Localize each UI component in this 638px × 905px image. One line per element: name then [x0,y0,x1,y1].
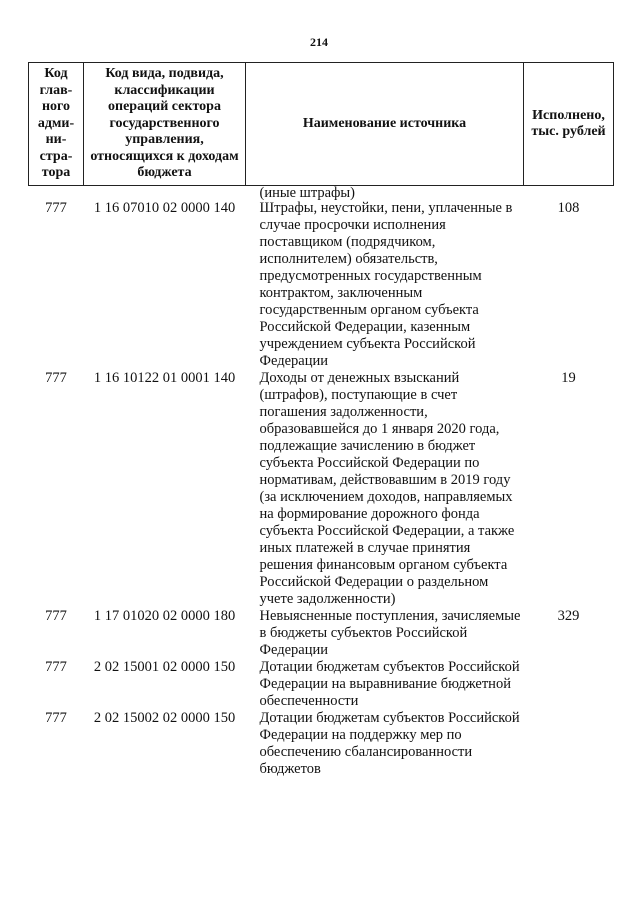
table-row [29,659,614,710]
admin-code: 777 [45,659,67,675]
header-budget-code: Код вида, подвида, классификации операций сектора государственного управления, относящихся к доходам бюджета [84,63,246,186]
source-name: Штрафы, неустойки, пени, уплаченные в случае просрочки исполнения поставщиком (подрядчиком, исполнителем) обязательств, предусмотренных государственным контрактом, заключенным государственным органом субъекта Российской Федерации, казенным учреждением субъекта Российской Федерации [259,200,513,369]
amount: 108 [557,200,580,216]
table-header-row [29,63,614,186]
admin-code: 777 [45,608,67,624]
header-source-name: Наименование источника [246,63,524,186]
source-name: Доходы от денежных взысканий (штрафов), поступающие в счет погашения задолженности, образовавшейся до 1 января 2020 года, подлежащие зачислению в бюджет субъекта Российской Федерации по нормативам, действовавшим в 2019 году (за исключением доходов, направляемых на формирование дорожного фонда субъекта Российской Федерации, а также иных платежей в случае принятия решения финансовым органом субъекта Российской Федерации о раздельном учете задолженности) [259,370,515,607]
source-name: Дотации бюджетам субъектов Российской Федерации на поддержку мер по обеспечению сбалансированности бюджетов [259,710,520,777]
table-row [29,370,614,608]
amount [524,710,614,778]
header-admin-code: Код глав-ного адми-ни-стра-тора [29,63,84,186]
amount [524,659,614,710]
header-amount: Исполнено, тыс. рублей [524,63,614,186]
table-row [29,710,614,778]
amount: 329 [557,608,580,624]
source-name: Невыясненные поступления, зачисляемые в бюджеты субъектов Российской Федерации [259,608,521,658]
amount: 19 [561,370,576,386]
revenue-table [28,62,614,778]
budget-code: 1 17 01020 02 0000 180 [93,608,236,624]
admin-code: 777 [45,710,67,726]
table-row [29,608,614,659]
continuation-row [29,186,614,201]
table-row [29,200,614,370]
source-name: Дотации бюджетам субъектов Российской Федерации на выравнивание бюджетной обеспеченности [259,659,520,709]
budget-code: 1 16 07010 02 0000 140 [93,200,236,216]
page-number: 214 [310,35,328,49]
continuation-text: (иные штрафы) [259,185,355,201]
budget-code: 2 02 15001 02 0000 150 [93,659,236,675]
budget-code: 1 16 10122 01 0001 140 [93,370,236,386]
admin-code: 777 [45,370,67,386]
admin-code: 777 [45,200,67,216]
budget-code: 2 02 15002 02 0000 150 [93,710,236,726]
